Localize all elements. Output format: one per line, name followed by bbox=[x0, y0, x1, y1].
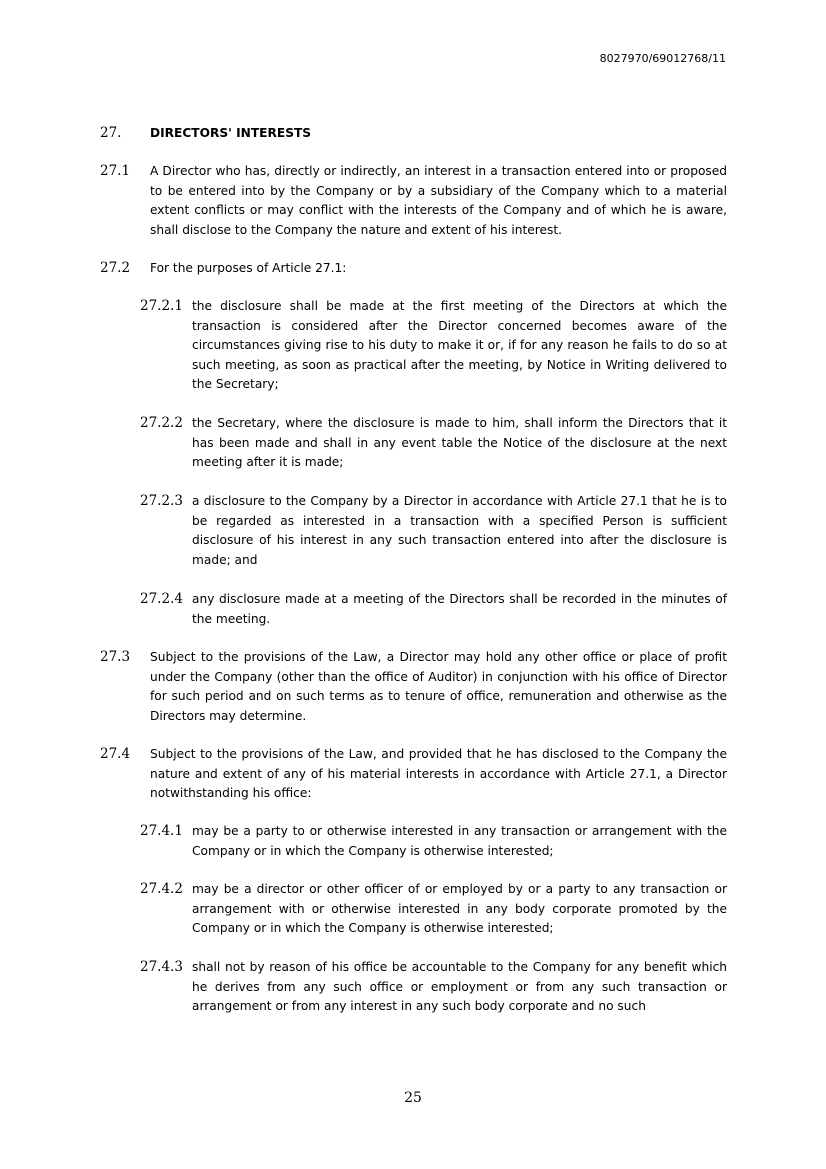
clause-number: 27.2.3 bbox=[140, 493, 183, 509]
clause-number: 27.2.2 bbox=[140, 415, 183, 431]
clause-text: For the purposes of Article 27.1: bbox=[150, 261, 347, 275]
clause-number: 27.2.4 bbox=[140, 591, 183, 607]
clause-text: shall not by reason of his office be accountable to the Company for any benefit which he derives from any such office or employment or from any such transaction or arrangement or from any interest in any such body corporate and no such bbox=[192, 960, 727, 1014]
clause-27-3 bbox=[100, 648, 727, 726]
clause-text: Subject to the provisions of the Law, and provided that he has disclosed to the Company the nature and extent of any of his material interests in accordance with Article 27.1, a Director notwithstanding his office: bbox=[150, 747, 727, 801]
clause-number: 27.4.3 bbox=[140, 959, 183, 975]
document-reference: 8027970/69012768/11 bbox=[599, 52, 726, 65]
clause-27-1 bbox=[100, 162, 727, 240]
clause-text: may be a director or other officer of or employed by or a party to any transaction or arrangement with or otherwise interested in any body corporate promoted by the Company or in which the Company is otherwise interested; bbox=[192, 882, 727, 936]
clause-27-2-1 bbox=[100, 297, 727, 395]
clause-text: A Director who has, directly or indirectly, an interest in a transaction entered into or proposed to be entered into by the Company or by a subsidiary of the Company which to a material extent conflicts or may conflict with the interests of the Company and of which he is aware, shall disclose to the Company the nature and extent of his interest. bbox=[150, 164, 727, 237]
clause-text: Subject to the provisions of the Law, a Director may hold any other office or place of profit under the Company (other than the office of Auditor) in conjunction with his office of Director for such period and on such terms as to tenure of office, remuneration and otherwise as the Directors may determine. bbox=[150, 650, 727, 723]
clause-number: 27.4.2 bbox=[140, 881, 183, 897]
clause-27-4-3 bbox=[100, 958, 727, 1017]
clause-text: a disclosure to the Company by a Director in accordance with Article 27.1 that he is to be regarded as interested in a transaction with a specified Person is sufficient disclosure of his interest in any such transaction entered into after the disclosure is made; and bbox=[192, 494, 727, 567]
clause-number: 27.2.1 bbox=[140, 298, 183, 314]
clause-number: 27.2 bbox=[100, 260, 131, 276]
clause-27-4-1 bbox=[100, 822, 727, 861]
clause-number: 27.1 bbox=[100, 163, 131, 179]
clause-27-2-2 bbox=[100, 414, 727, 473]
clause-number: 27.4.1 bbox=[140, 823, 183, 839]
section-number: 27. bbox=[100, 125, 122, 141]
clause-text: any disclosure made at a meeting of the Directors shall be recorded in the minutes of the meeting. bbox=[192, 592, 727, 626]
section-title: DIRECTORS' INTERESTS bbox=[150, 126, 312, 140]
clause-text: the disclosure shall be made at the first meeting of the Directors at which the transaction is considered after the Director concerned becomes aware of the circumstances giving rise to his duty to make it or, if for any reason he fails to do so at such meeting, as soon as practical after the meeting, by Notice in Writing delivered to the Secretary; bbox=[192, 299, 727, 392]
clause-27-2-4 bbox=[100, 590, 727, 629]
clause-27-4-2 bbox=[100, 880, 727, 939]
clause-number: 27.4 bbox=[100, 746, 131, 762]
clause-text: may be a party to or otherwise interested in any transaction or arrangement with the Company or in which the Company is otherwise interested; bbox=[192, 824, 727, 858]
clause-number: 27.3 bbox=[100, 649, 131, 665]
clause-text: the Secretary, where the disclosure is made to him, shall inform the Directors that it has been made and shall in any event table the Notice of the disclosure at the next meeting after it is made; bbox=[192, 416, 727, 470]
clause-27-2 bbox=[100, 259, 727, 279]
page-number: 25 bbox=[404, 1090, 422, 1106]
clause-27-4 bbox=[100, 745, 727, 804]
clause-27-2-3 bbox=[100, 492, 727, 570]
section-heading bbox=[100, 124, 727, 144]
